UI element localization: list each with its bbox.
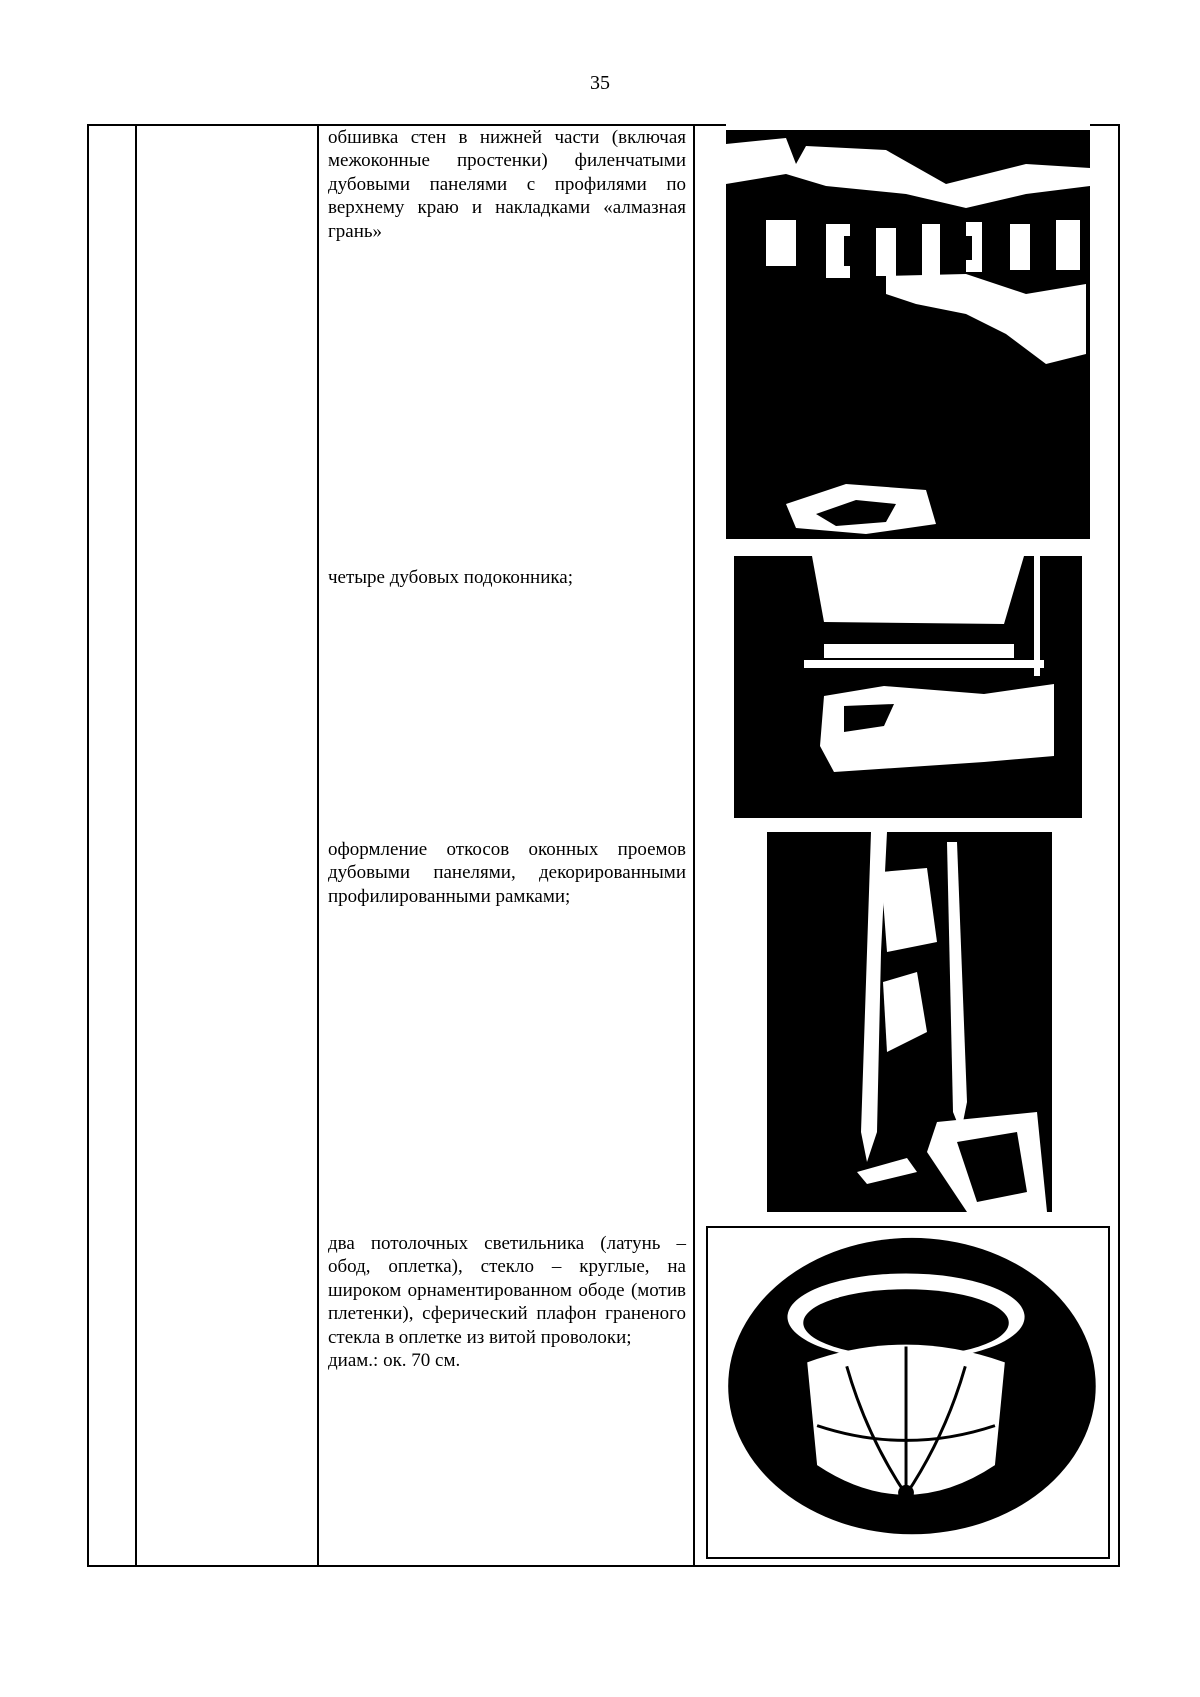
page-number: 35 [590, 72, 610, 94]
wall-paneling-photo [726, 124, 1090, 539]
column-divider [135, 126, 137, 1565]
window-reveal-photo [767, 832, 1052, 1212]
row-2-description: четыре дубовых подоконника; [328, 567, 574, 588]
column-divider [317, 126, 319, 1565]
row-3-description: оформление откосов оконных проемов дубовыми панелями, декорированными профилированными рамками; [328, 839, 686, 907]
window-sill-photo [734, 556, 1082, 818]
column-divider [693, 126, 695, 1565]
row-4-text: два потолочных светильника (латунь – обод, оплетка), стекло – круглые, на широком орнаментированном ободе (мотив плетенки), сферический плафон граненого стекла в оплетке из витой проволоки; [328, 1233, 686, 1348]
row-4-description [328, 1232, 686, 1372]
row-1-description: обшивка стен в нижней части (включая межоконные простенки) филенчатыми дубовыми панелями с профилями по верхнему краю и накладками «алмазная грань» [328, 127, 686, 242]
ceiling-lamp-photo [706, 1226, 1110, 1559]
row-4-diameter: диам.: ок. 70 см. [328, 1350, 461, 1372]
